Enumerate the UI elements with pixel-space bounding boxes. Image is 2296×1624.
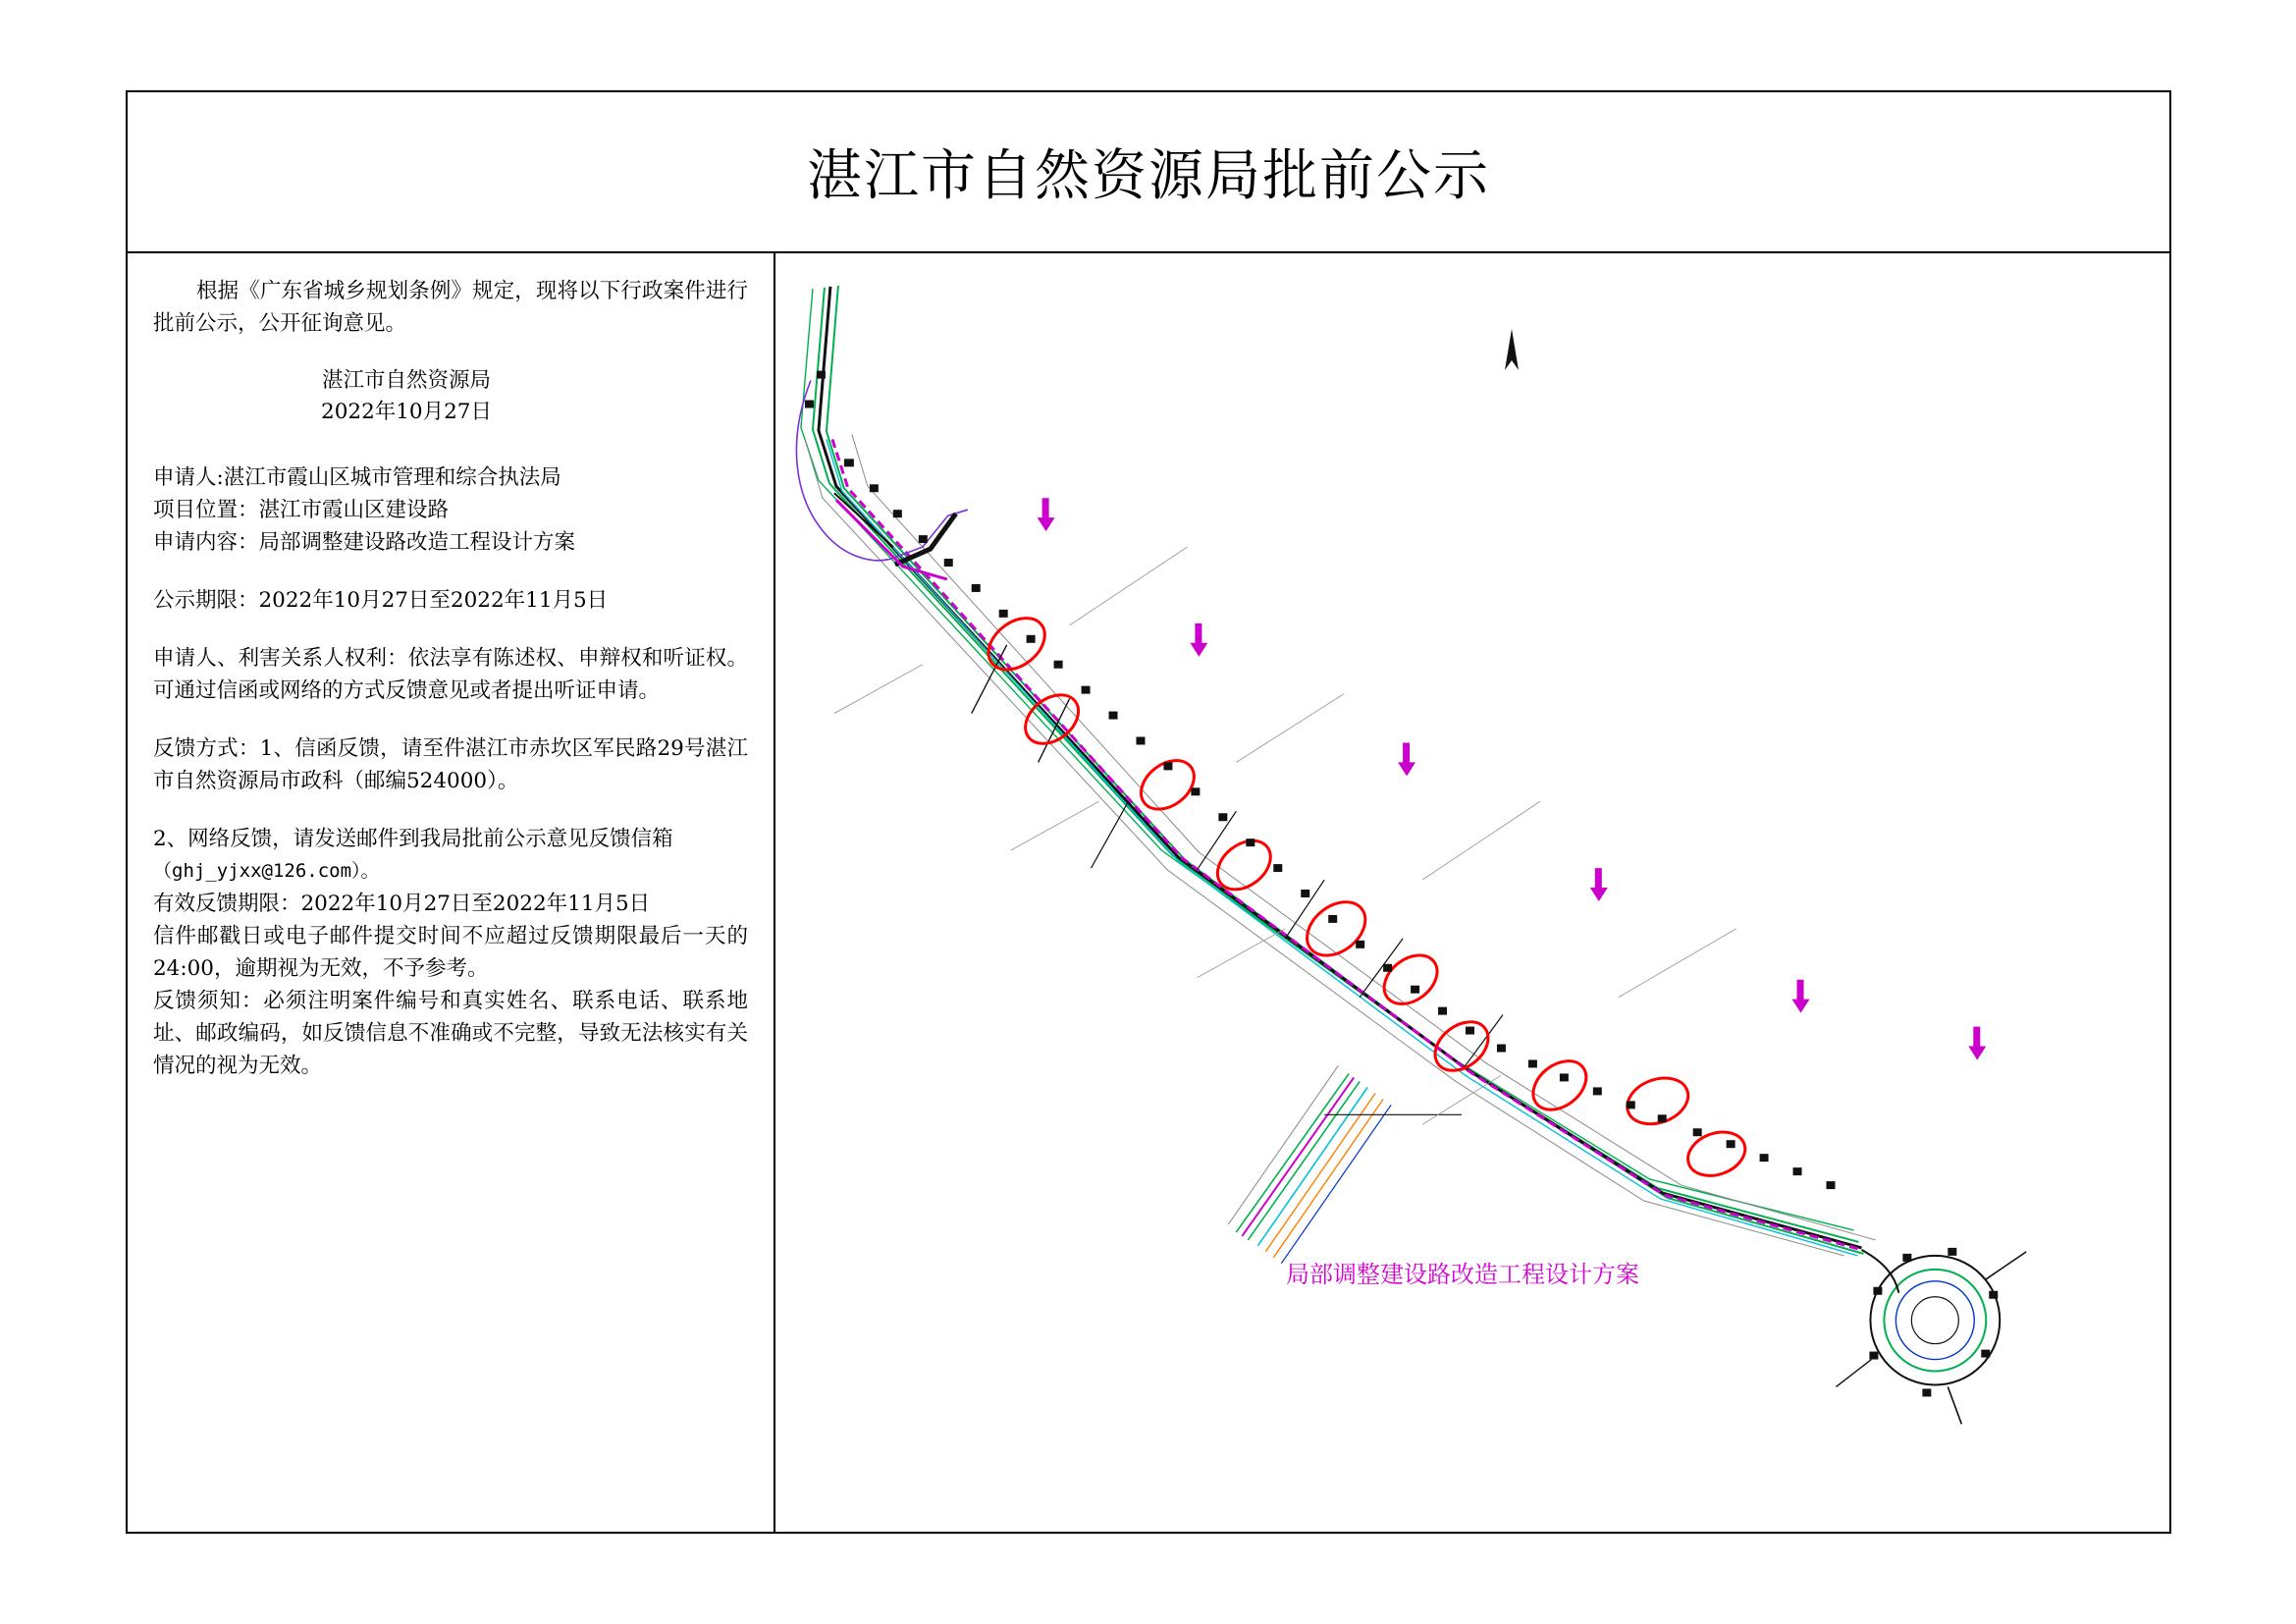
notice-required: 反馈须知：必须注明案件编号和真实姓名、联系电话、联系地址、邮政编码，如反馈信息不准确或不完整，导致无法核实有关情况的视为无效。 <box>153 989 748 1078</box>
location-line: 项目位置：湛江市霞山区建设路 <box>153 498 450 522</box>
feedback-email: （ghj_yjxx@126.com）。 <box>153 860 380 882</box>
adjustment-zone-markers <box>979 608 1751 1183</box>
building-blocks <box>805 371 1998 1397</box>
notice-text-column <box>128 253 775 1532</box>
notice-issuer: 湛江市自然资源局 <box>321 368 491 393</box>
north-arrow-icon <box>1499 327 1524 372</box>
valid-period: 有效反馈期限：2022年10月27日至2022年11月5日 <box>153 892 651 916</box>
drawing-column <box>775 253 2169 1532</box>
deadline-note: 信件邮戳日或电子邮件提交时间不应超过反馈期限最后一天的24:00，逾期视为无效，不予参考。 <box>153 924 748 981</box>
notice-issue-date: 2022年10月27日 <box>321 400 492 424</box>
road-plan-svg <box>775 253 2169 1532</box>
engineering-drawing <box>775 253 2169 1532</box>
cross-streets <box>972 645 1503 1071</box>
feedback-mail-paragraph: 反馈方式：1、信函反馈，请至件湛江市赤坎区军民路29号湛江市自然资源局市政科（邮编524000）。 <box>153 736 748 793</box>
page-title: 湛江市自然资源局批前公示 <box>807 144 1490 208</box>
body-row <box>128 253 2169 1532</box>
feedback-online-paragraph: 2、网络反馈，请发送邮件到我局批前公示意见反馈信箱 <box>153 827 673 851</box>
notice-intro: 根据《广东省城乡规划条例》规定，现将以下行政案件进行批前公示，公开征询意见。 <box>153 279 748 336</box>
drawing-caption: 局部调整建设路改造工程设计方案 <box>1286 1261 1639 1288</box>
applicant-line: 申请人:湛江市霞山区城市管理和综合执法局 <box>153 465 561 490</box>
document-frame <box>126 90 2171 1534</box>
roundabout <box>1836 1250 2026 1424</box>
content-line: 申请内容：局部调整建设路改造工程设计方案 <box>153 530 576 555</box>
direction-arrows <box>1038 498 1987 1059</box>
southwest-branch <box>1228 1065 1462 1263</box>
publicity-period: 公示期限：2022年10月27日至2022年11月5日 <box>153 588 609 613</box>
title-band <box>128 92 2169 253</box>
road-corridor <box>801 286 1875 1256</box>
annotation-lines <box>834 547 1736 1124</box>
rights-paragraph: 申请人、利害关系人权利：依法享有陈述权、申辩权和听证权。可通过信函或网络的方式反馈意见或者提出听证申请。 <box>153 646 748 703</box>
